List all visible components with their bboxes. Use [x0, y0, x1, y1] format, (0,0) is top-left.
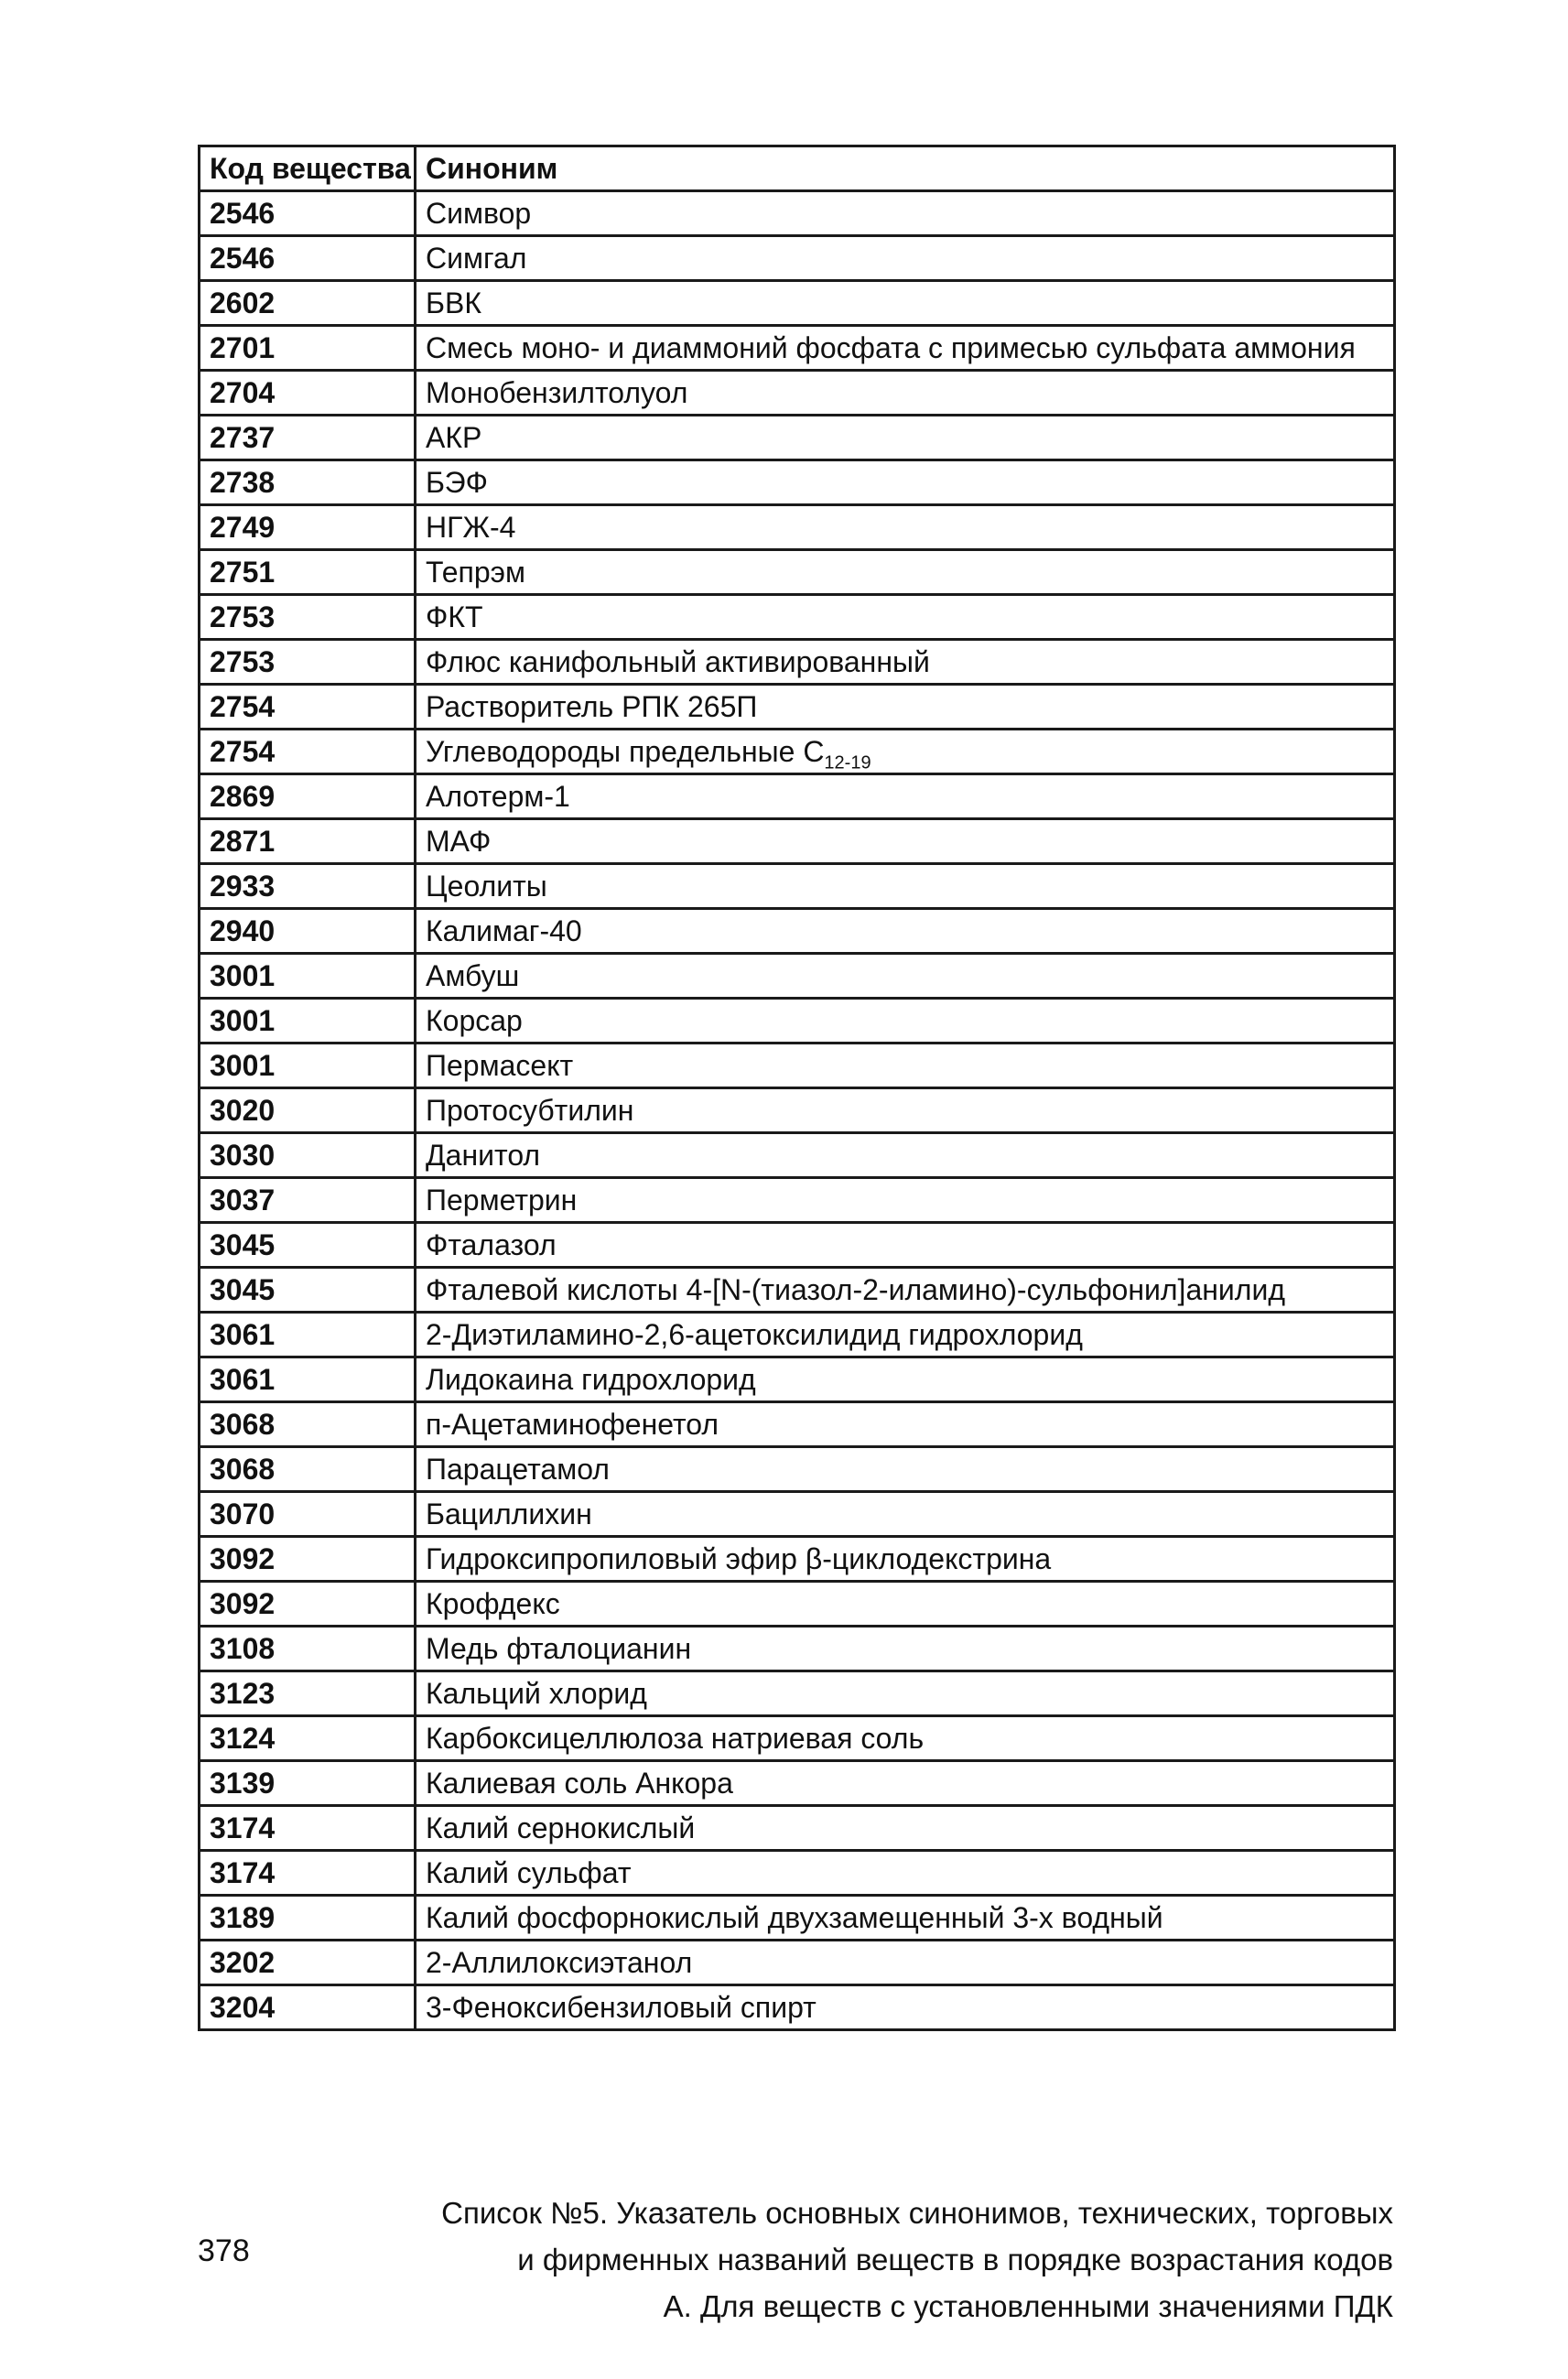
synonym-cell	[416, 1671, 1395, 1716]
synonym-text: Крофдекс	[426, 1587, 560, 1620]
synonym-text: Углеводороды предельные С	[426, 735, 825, 768]
table-row	[200, 1088, 1395, 1133]
table-row	[200, 1941, 1395, 1985]
synonym-text: МАФ	[426, 825, 492, 858]
substance-code-cell: 2933	[200, 864, 416, 909]
substance-code-cell: 2704	[200, 371, 416, 416]
synonym-text: Гидроксипропиловый эфир β-циклодекстрина	[426, 1542, 1052, 1575]
synonym-text: Фталазол	[426, 1228, 557, 1261]
synonym-cell	[416, 191, 1395, 236]
synonym-cell	[416, 1492, 1395, 1537]
synonym-cell	[416, 460, 1395, 505]
synonym-text: 2-Аллилоксиэтанол	[426, 1946, 693, 1979]
substance-code-cell: 3030	[200, 1133, 416, 1178]
table-row	[200, 1223, 1395, 1268]
substance-code-cell: 2754	[200, 685, 416, 730]
synonym-cell	[416, 1851, 1395, 1896]
synonym-text: 3-Феноксибензиловый спирт	[426, 1991, 816, 2024]
synonym-cell	[416, 1178, 1395, 1223]
synonym-cell	[416, 954, 1395, 999]
synonym-text: Перметрин	[426, 1184, 578, 1217]
synonym-cell	[416, 1537, 1395, 1582]
synonym-cell	[416, 1806, 1395, 1851]
substance-code-cell: 2546	[200, 236, 416, 281]
table-row	[200, 460, 1395, 505]
synonym-text: Алотерм-1	[426, 780, 570, 813]
synonym-cell	[416, 864, 1395, 909]
table-row	[200, 1447, 1395, 1492]
table-row	[200, 550, 1395, 595]
synonym-text: Смесь моно- и диаммоний фосфата с примесью сульфата аммония	[426, 331, 1356, 364]
synonym-text: Протосубтилин	[426, 1094, 634, 1127]
synonym-text: Корсар	[426, 1004, 523, 1037]
synonym-text: Тепрэм	[426, 556, 525, 589]
synonym-cell	[416, 1402, 1395, 1447]
substance-code-cell: 3092	[200, 1582, 416, 1627]
synonym-cell	[416, 1133, 1395, 1178]
synonym-text: Пермасект	[426, 1049, 574, 1082]
synonym-cell	[416, 1357, 1395, 1402]
substance-code-cell: 3001	[200, 1044, 416, 1088]
synonym-text: 2-Диэтиламино-2,6-ацетоксилидид гидрохлорид	[426, 1318, 1083, 1351]
table-row	[200, 640, 1395, 685]
synonym-text: Монобензилтолуол	[426, 376, 688, 409]
synonym-table-container	[198, 145, 1393, 2031]
table-header-row	[200, 146, 1395, 191]
table-row	[200, 819, 1395, 864]
synonym-text: Симгал	[426, 242, 527, 275]
synonym-cell	[416, 550, 1395, 595]
table-row	[200, 1671, 1395, 1716]
substance-code-cell: 2737	[200, 416, 416, 460]
synonym-text: Растворитель РПК 265П	[426, 690, 758, 723]
table-row	[200, 416, 1395, 460]
substance-code-cell: 3061	[200, 1357, 416, 1402]
synonym-text: Бациллихин	[426, 1498, 592, 1530]
substance-code-cell: 3202	[200, 1941, 416, 1985]
synonym-cell	[416, 416, 1395, 460]
table-row	[200, 1985, 1395, 2030]
synonym-text: АКР	[426, 421, 482, 454]
synonym-cell	[416, 1044, 1395, 1088]
synonym-cell	[416, 1582, 1395, 1627]
table-row	[200, 1268, 1395, 1313]
table-row	[200, 685, 1395, 730]
table-row	[200, 505, 1395, 550]
synonym-cell	[416, 730, 1395, 774]
substance-code-cell: 2701	[200, 326, 416, 371]
table-row	[200, 1178, 1395, 1223]
substance-code-cell: 3204	[200, 1985, 416, 2030]
synonym-cell	[416, 236, 1395, 281]
synonym-text: НГЖ-4	[426, 511, 516, 544]
synonym-cell	[416, 1268, 1395, 1313]
table-row	[200, 730, 1395, 774]
substance-code-cell: 2546	[200, 191, 416, 236]
synonym-cell	[416, 1088, 1395, 1133]
header-synonym: Синоним	[416, 146, 1395, 191]
substance-code-cell: 3001	[200, 999, 416, 1044]
synonym-table	[198, 145, 1396, 2031]
substance-code-cell: 2871	[200, 819, 416, 864]
substance-code-cell: 2751	[200, 550, 416, 595]
substance-code-cell: 3068	[200, 1447, 416, 1492]
substance-code-cell: 2753	[200, 595, 416, 640]
substance-code-cell: 2940	[200, 909, 416, 954]
synonym-cell	[416, 326, 1395, 371]
synonym-text: п-Ацетаминофенетол	[426, 1408, 719, 1441]
substance-code-cell: 3070	[200, 1492, 416, 1537]
synonym-cell	[416, 819, 1395, 864]
substance-code-cell: 3068	[200, 1402, 416, 1447]
table-row	[200, 1761, 1395, 1806]
synonym-text: Калимаг-40	[426, 914, 582, 947]
synonym-cell	[416, 1985, 1395, 2030]
substance-code-cell: 2869	[200, 774, 416, 819]
synonym-text: Амбуш	[426, 959, 520, 992]
synonym-cell	[416, 685, 1395, 730]
substance-code-cell: 3037	[200, 1178, 416, 1223]
synonym-text: БВК	[426, 287, 481, 319]
table-row	[200, 371, 1395, 416]
synonym-cell	[416, 1223, 1395, 1268]
table-row	[200, 1313, 1395, 1357]
substance-code-cell: 2602	[200, 281, 416, 326]
table-row	[200, 1806, 1395, 1851]
substance-code-cell: 3061	[200, 1313, 416, 1357]
table-row	[200, 1044, 1395, 1088]
synonym-text: Симвор	[426, 197, 532, 230]
table-row	[200, 236, 1395, 281]
synonym-cell	[416, 1313, 1395, 1357]
synonym-text: Калий сульфат	[426, 1856, 632, 1889]
synonym-text: Кальций хлорид	[426, 1677, 647, 1710]
table-row	[200, 1896, 1395, 1941]
substance-code-cell: 3092	[200, 1537, 416, 1582]
formula-subscript: 12-19	[824, 752, 871, 773]
substance-code-cell: 3001	[200, 954, 416, 999]
table-row	[200, 1402, 1395, 1447]
synonym-cell	[416, 1447, 1395, 1492]
synonym-text: ФКТ	[426, 600, 483, 633]
substance-code-cell: 2749	[200, 505, 416, 550]
substance-code-cell: 3124	[200, 1716, 416, 1761]
substance-code-cell: 3108	[200, 1627, 416, 1671]
synonym-cell	[416, 999, 1395, 1044]
table-row	[200, 1357, 1395, 1402]
table-row	[200, 1133, 1395, 1178]
synonym-text: Фталевой кислоты 4-[N-(тиазол-2-иламино)-сульфонил]анилид	[426, 1273, 1285, 1306]
table-row	[200, 999, 1395, 1044]
table-row	[200, 954, 1395, 999]
page-number: 378	[198, 2233, 250, 2268]
substance-code-cell: 2738	[200, 460, 416, 505]
synonym-text: Калий сернокислый	[426, 1811, 696, 1844]
table-row	[200, 909, 1395, 954]
synonym-text: Флюс канифольный активированный	[426, 645, 930, 678]
synonym-cell	[416, 281, 1395, 326]
table-row	[200, 1716, 1395, 1761]
substance-code-cell: 2754	[200, 730, 416, 774]
synonym-text: Медь фталоцианин	[426, 1632, 692, 1665]
substance-code-cell: 3123	[200, 1671, 416, 1716]
synonym-cell	[416, 1941, 1395, 1985]
synonym-cell	[416, 1627, 1395, 1671]
header-code: Код вещества	[200, 146, 416, 191]
substance-code-cell: 3174	[200, 1851, 416, 1896]
substance-code-cell: 3045	[200, 1223, 416, 1268]
substance-code-cell: 3174	[200, 1806, 416, 1851]
synonym-cell	[416, 1761, 1395, 1806]
caption-line: Список №5. Указатель основных синонимов, технических, торговых	[441, 2196, 1393, 2230]
substance-code-cell: 3020	[200, 1088, 416, 1133]
table-row	[200, 1537, 1395, 1582]
table-row	[200, 1627, 1395, 1671]
substance-code-cell: 3045	[200, 1268, 416, 1313]
list-caption	[441, 2190, 1393, 2330]
table-row	[200, 191, 1395, 236]
synonym-cell	[416, 595, 1395, 640]
synonym-cell	[416, 1716, 1395, 1761]
table-row	[200, 281, 1395, 326]
table-row	[200, 326, 1395, 371]
substance-code-cell: 2753	[200, 640, 416, 685]
synonym-cell	[416, 1896, 1395, 1941]
table-row	[200, 595, 1395, 640]
table-row	[200, 1582, 1395, 1627]
caption-line: А. Для веществ с установленными значениями ПДК	[663, 2289, 1393, 2323]
synonym-text: Калий фосфорнокислый двухзамещенный 3-х водный	[426, 1901, 1163, 1934]
synonym-cell	[416, 640, 1395, 685]
synonym-cell	[416, 371, 1395, 416]
substance-code-cell: 3189	[200, 1896, 416, 1941]
caption-line: и фирменных названий веществ в порядке возрастания кодов	[517, 2243, 1393, 2276]
substance-code-cell: 3139	[200, 1761, 416, 1806]
synonym-text: БЭФ	[426, 466, 488, 499]
synonym-cell	[416, 909, 1395, 954]
synonym-cell	[416, 505, 1395, 550]
table-body	[200, 191, 1395, 2030]
synonym-text: Карбоксицеллюлоза натриевая соль	[426, 1722, 925, 1755]
synonym-cell	[416, 774, 1395, 819]
synonym-text: Цеолиты	[426, 870, 547, 903]
synonym-text: Данитол	[426, 1139, 541, 1172]
synonym-text: Калиевая соль Анкора	[426, 1767, 733, 1800]
synonym-text: Парацетамол	[426, 1453, 610, 1486]
table-row	[200, 1492, 1395, 1537]
synonym-text: Лидокаина гидрохлорид	[426, 1363, 756, 1396]
table-row	[200, 774, 1395, 819]
table-row	[200, 864, 1395, 909]
table-row	[200, 1851, 1395, 1896]
